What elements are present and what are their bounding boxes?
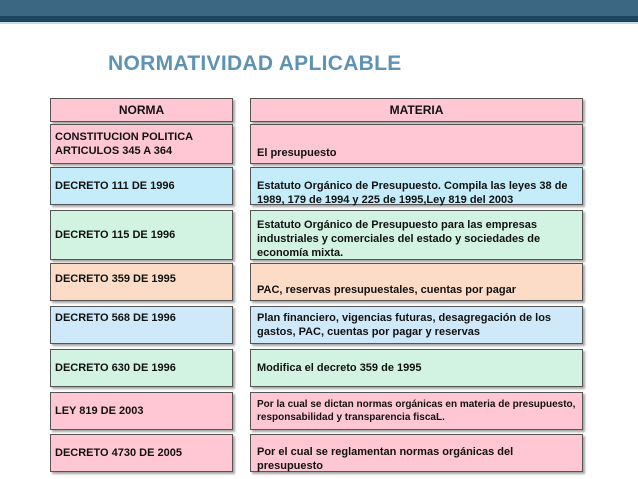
materia-text: Estatuto Orgánico de Presupuesto para las empresas industriales y comerciales del estado y sociedades de economía mixta.	[257, 219, 541, 259]
norma-text: DECRETO 359 DE 1995	[55, 273, 176, 285]
materia-text: Modifica el decreto 359 de 1995	[257, 362, 422, 374]
norma-text: DECRETO 111 DE 1996	[55, 180, 175, 192]
materia-cell-ley-819	[250, 392, 583, 430]
materia-text: El presupuesto	[257, 147, 337, 159]
norma-cell-constitucion	[50, 124, 233, 164]
page-title: NORMATIVIDAD APLICABLE	[108, 52, 402, 75]
norma-cell-decreto-111	[50, 167, 233, 205]
norma-text: DECRETO 568 DE 1996	[55, 312, 176, 324]
norma-cell-ley-819	[50, 392, 233, 430]
norma-cell-decreto-4730	[50, 434, 233, 472]
norma-cell-decreto-568	[50, 306, 233, 344]
header-norma-label: NORMA	[118, 103, 165, 117]
header-divider	[0, 22, 638, 24]
header-bar	[0, 0, 638, 16]
norma-text: LEY 819 DE 2003	[55, 405, 144, 417]
materia-cell-decreto-115	[250, 210, 583, 260]
materia-cell-decreto-630	[250, 349, 583, 387]
header-materia-label: MATERIA	[389, 103, 444, 117]
norma-text: DECRETO 4730 DE 2005	[55, 447, 182, 459]
materia-text: Por la cual se dictan normas orgánicas en materia de presupuesto, responsabilidad y transparencia fiscaL.	[257, 399, 576, 423]
norma-cell-decreto-115	[50, 210, 233, 260]
materia-cell-decreto-568	[250, 306, 583, 344]
materia-text: PAC, reservas presupuestales, cuentas por pagar	[257, 284, 517, 296]
header-materia	[250, 98, 583, 122]
materia-text: Por el cual se reglamentan normas orgánicas del presupuesto	[257, 446, 514, 472]
materia-text: Plan financiero, vigencias futuras, desagregación de los gastos, PAC, cuentas por pagar y reservas	[257, 312, 552, 338]
materia-cell-constitucion	[250, 124, 583, 164]
norma-cell-decreto-359	[50, 263, 233, 301]
materia-cell-decreto-4730	[250, 434, 583, 472]
norma-cell-decreto-630	[50, 349, 233, 387]
norma-text: DECRETO 115 DE 1996	[55, 229, 176, 241]
materia-cell-decreto-111	[250, 167, 583, 205]
materia-cell-decreto-359	[250, 263, 583, 301]
materia-text: Estatuto Orgánico de Presupuesto. Compila las leyes 38 de 1989, 179 de 1994 y 225 de 1995,Ley 819 del 2003	[257, 180, 568, 206]
header-norma	[50, 98, 233, 122]
norma-text: DECRETO 630 DE 1996	[55, 362, 176, 374]
norma-text: CONSTITUCION POLITICA ARTICULOS 345 A 364	[55, 131, 193, 157]
